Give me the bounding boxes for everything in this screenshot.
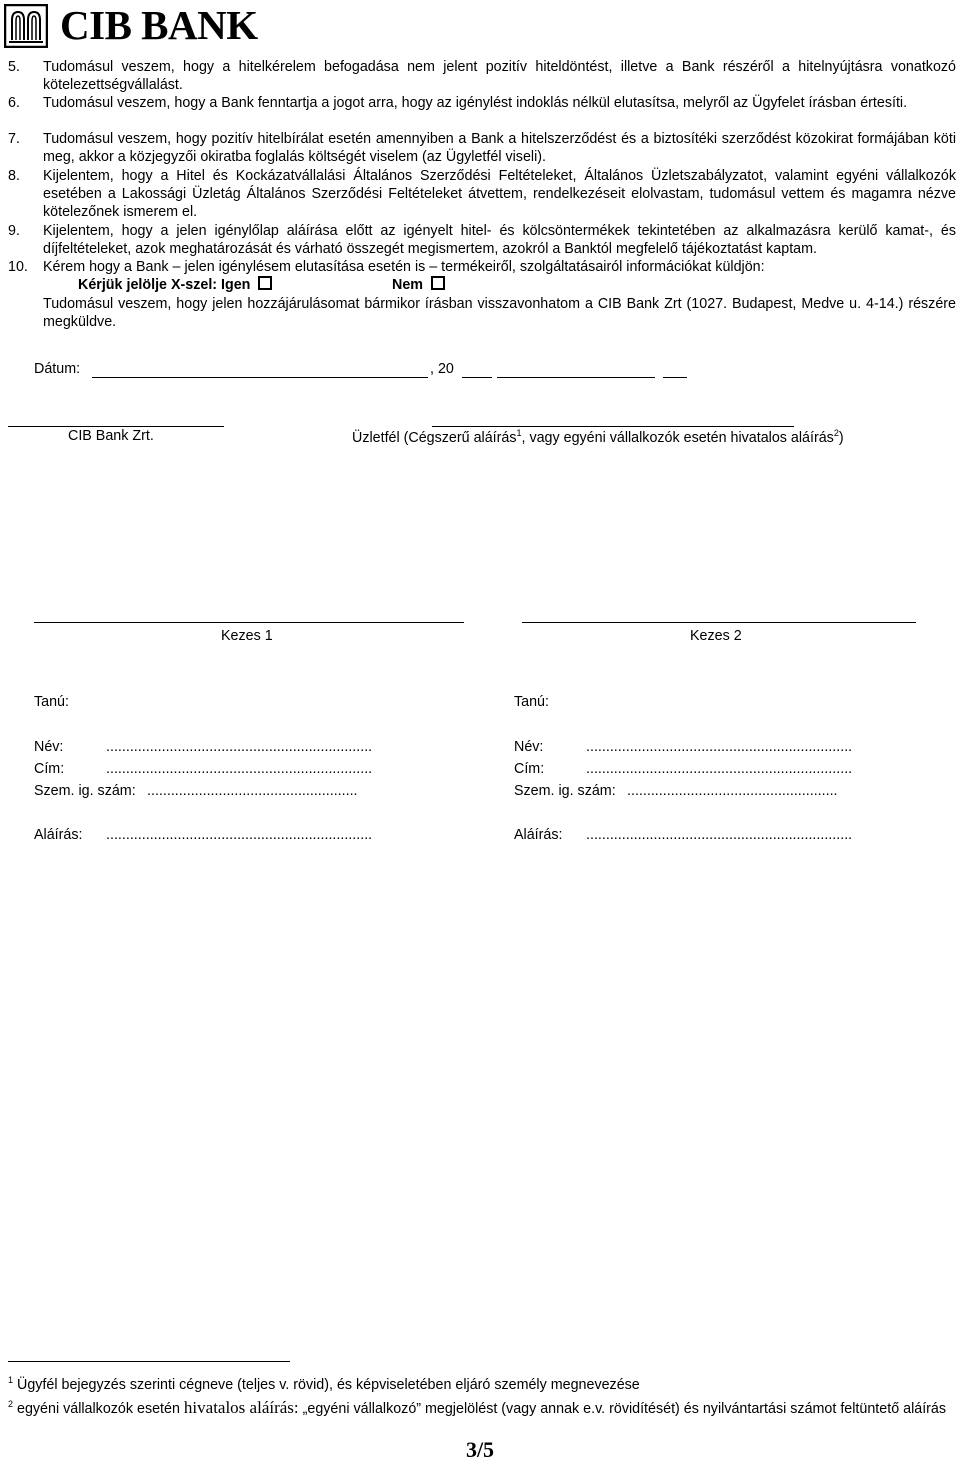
witness1-name-field[interactable]: ................................................................... xyxy=(106,739,373,755)
guarantor1-signature-line[interactable] xyxy=(34,622,464,623)
bank-signature-line[interactable] xyxy=(8,426,224,427)
witness1-title: Tanú: xyxy=(34,694,69,710)
footnote-2 xyxy=(8,1395,958,1419)
witness1-sign-field[interactable]: ................................................................... xyxy=(106,827,373,843)
witness1-id-label: Szem. ig. szám: xyxy=(34,783,136,799)
footnote-text: Ügyfél bejegyzés szerinti cégneve (teljes v. rövid), és képviseletében eljáró személy megnevezése xyxy=(17,1377,640,1393)
check-no-label: Nem xyxy=(392,277,423,293)
witness2-address-label: Cím: xyxy=(514,761,545,777)
footnote-text-serif: hivatalos aláírás: xyxy=(183,1398,299,1417)
guarantor2-signature-line[interactable] xyxy=(522,622,916,623)
footnote-ref: 1 xyxy=(516,428,522,438)
list-item-consent xyxy=(8,258,956,276)
cib-logo-icon xyxy=(4,4,48,48)
list-item xyxy=(8,130,956,166)
witness2-id-field[interactable]: ..................................................... xyxy=(627,783,838,799)
witness1-name-label: Név: xyxy=(34,739,64,755)
item-number: 5. xyxy=(8,59,20,75)
page-number: 3/5 xyxy=(465,1437,495,1462)
item-number: 8. xyxy=(8,168,20,184)
no-check-group xyxy=(392,276,445,294)
item-text: Tudomásul veszem, hogy a Bank fenntartja a jogot arra, hogy az igénylést indoklás nélkül elutasítsa, melyről az Ügyfelet írásban értesíti. xyxy=(43,95,908,111)
footnote-number: 2 xyxy=(8,1399,14,1409)
guarantor2-label: Kezes 2 xyxy=(690,628,742,644)
list-item xyxy=(8,222,956,258)
list-item xyxy=(8,94,956,112)
witness2-sign-field[interactable]: ................................................................... xyxy=(586,827,853,843)
no-checkbox[interactable] xyxy=(431,276,445,290)
witness1-sign-label: Aláírás: xyxy=(34,827,83,843)
month-field[interactable] xyxy=(497,377,655,378)
client-signature-text: ) xyxy=(838,430,844,446)
yes-checkbox[interactable] xyxy=(258,276,272,290)
list-item xyxy=(8,58,956,94)
item-text: Tudomásul veszem, hogy jelen hozzájárulásomat bármikor írásban visszavonhatom a CIB Bank Zrt (1027. Budapest, Medve u. 4-14.) részére megküldve. xyxy=(43,296,956,330)
item-number: 9. xyxy=(8,223,20,239)
day-field[interactable] xyxy=(663,377,687,378)
date-field[interactable] xyxy=(92,377,428,378)
item-text: Kijelentem, hogy a Hitel és Kockázatvállalási Általános Szerződési Feltételeket, Általános Üzletszabályzatot, valamint egyéni vállalkozók esetében a Lakossági Üzletág Általános Szerződési Feltételeket átvettem, rendelkezéseit elolvastam, tudomásul vettem és magamra nézve kötelezőnek ismerem el. xyxy=(43,168,956,220)
item-number: 10. xyxy=(8,259,28,275)
consent-revocation xyxy=(8,295,956,331)
witness2-sign-label: Aláírás: xyxy=(514,827,563,843)
date-year-prefix: , 20 xyxy=(430,361,454,377)
footnote-text: „egyéni vállalkozó” megjelölést (vagy annak e.v. rövidítését) és nyilvántartási számot feltüntető aláírás xyxy=(302,1401,947,1417)
item-text: Tudomásul veszem, hogy a hitelkérelem befogadása nem jelent pozitív hiteldöntést, illetve a Bank részéről a hitelnyújtásra vonatkozó kötelezettségvállalást. xyxy=(43,59,956,93)
check-prompt: Kérjük jelölje X-szel: Igen xyxy=(78,277,251,293)
item-number: 7. xyxy=(8,131,20,147)
client-signature-line[interactable] xyxy=(432,426,794,427)
witness2-title: Tanú: xyxy=(514,694,549,710)
witness2-address-field[interactable]: ................................................................... xyxy=(586,761,853,777)
item-text: Kérem hogy a Bank – jelen igénylésem elutasítása esetén is – termékeiről, szolgáltatásairól információkat küldjön: xyxy=(43,259,765,275)
guarantor1-label: Kezes 1 xyxy=(221,628,273,644)
footnote-1 xyxy=(8,1371,958,1395)
footnote-ref: 2 xyxy=(833,428,839,438)
date-label: Dátum: xyxy=(34,361,81,377)
footnote-separator xyxy=(8,1361,290,1362)
client-signature-text: Üzletfél (Cégszerű aláírás xyxy=(352,430,517,446)
item-text: Tudomásul veszem, hogy pozitív hitelbírálat esetén amennyiben a Bank a hitelszerződést és a biztosítéki szerződést közokirat formájában köti meg, akkor a közjegyzői okiratba foglalás költségét viselem (az Ügyletfél viseli). xyxy=(43,131,956,165)
witness1-id-field[interactable]: ..................................................... xyxy=(147,783,358,799)
footnote-number: 1 xyxy=(8,1375,14,1385)
witness1-address-label: Cím: xyxy=(34,761,65,777)
witness2-name-field[interactable]: ................................................................... xyxy=(586,739,853,755)
year-field[interactable] xyxy=(462,377,492,378)
client-signature-text: , vagy egyéni vállalkozók esetén hivatalos aláírás xyxy=(521,430,834,446)
witness2-name-label: Név: xyxy=(514,739,544,755)
witness2-id-label: Szem. ig. szám: xyxy=(514,783,616,799)
footnote-text: egyéni vállalkozók esetén xyxy=(17,1401,180,1417)
bank-signature-label: CIB Bank Zrt. xyxy=(68,428,154,444)
list-item xyxy=(8,167,956,221)
client-signature-label xyxy=(352,428,844,446)
witness1-address-field[interactable]: ................................................................... xyxy=(106,761,373,777)
item-number: 6. xyxy=(8,95,20,111)
consent-check-row xyxy=(78,276,272,294)
bank-logo-text: CIB BANK xyxy=(60,2,258,48)
item-text: Kijelentem, hogy a jelen igénylőlap aláírása előtt az igényelt hitel- és kölcsöntermékek tekintetében az alkalmazásra kerülő kamat-, és díjfeltételeket, azok meghatározását és várható összegét megismertem, azokról a Banktól megfelelő tájékoztatást kaptam. xyxy=(43,223,956,257)
